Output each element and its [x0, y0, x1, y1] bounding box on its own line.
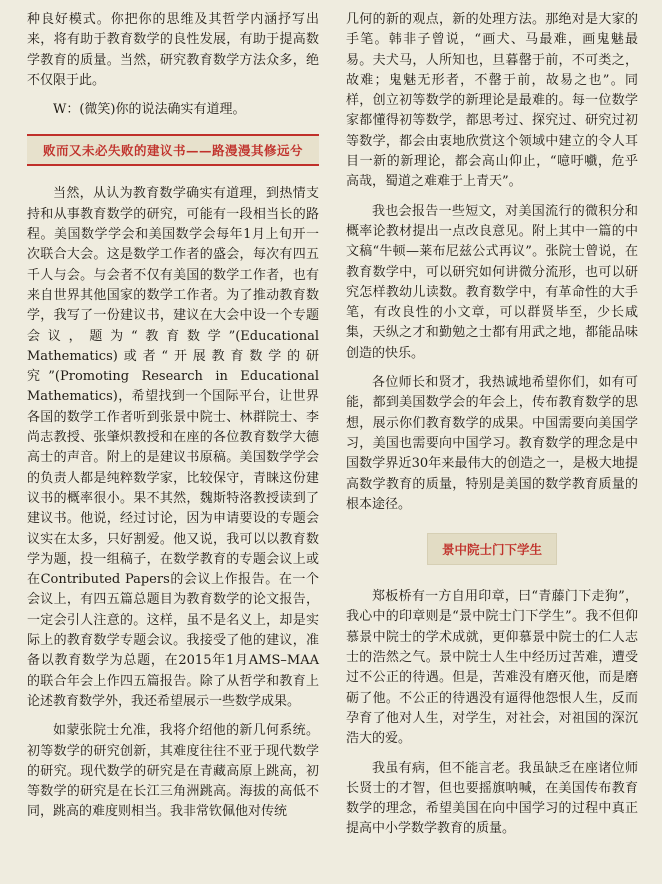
left-column [27, 10, 319, 823]
paragraph: 郑板桥有一方自用印章，曰“青藤门下走狗”，我心中的印章则是“景中院士门下学生”。我不但仰慕景中院士的学术成就，更仰慕景中院士的仁人志士的浩然之气。景中院士人生中经历过苦难，遭受过不公正的待遇。但是，苦难没有磨灭他，而是磨砺了他。不公正的待遇没有逼得他怨恨人生，反而孕育了他对人生，对学生，对社会，对祖国的深沉浩大的爱。 [346, 589, 638, 747]
paragraph: 种良好模式。你把你的思维及其哲学内涵抒写出来，将有助于教育数学的良性发展，有助于提高数学教育的质量。当然，研究教育数学方法众多，绝不仅限于此。 [27, 12, 319, 88]
paragraph: W：(微笑)你的说法确实有道理。 [53, 102, 246, 118]
paragraph: 我也会报告一些短文，对美国流行的微积分和概率论教材提出一点改良意见。附上其中一篇的中文稿“牛顿—莱布尼兹公式再议”。张院士曾说，在教育数学中，可以研究如何讲微分流形，也可以研究怎样教幼儿读数。教育数学中，有革命性的大手笔，有改良性的小文章，可以群贤毕至，少长咸集，天纵之才和勤勉之士都有用武之地，都能品味创造的快乐。 [346, 203, 638, 361]
right-column [346, 10, 638, 840]
paragraph: 当然，从认为教育数学确实有道理，到热情支持和从事教育数学的研究，可能有一段相当长的路程。美国数学学会和美国数学会每年1月上旬开一次联合大会。这是数学工作者的盛会，每次有四五千人与会。与会者不仅有美国的数学工作者，也有来自世界其他国家的数学工作者。为了推动教育数学，我写了一份建议书，建议在大会中设一个专题会议，题为“教育数学”(Educational Mathematics)或者“开展教育数学的研究”(Promoting Research in Educational Mathematics)，希望找到一个国际平台，让世界各国的数学工作者听到张景中院士、林群院士、李尚志教授、张肇炽教授和在座的各位教育数学大德高士的声音。附上的是建议书原稿。美国数学学会的负责人都是纯粹数学家，比较保守，青睐这份建议书的概率很小。果不其然，魏斯特洛教授读到了建议书。他说，经过讨论，因为申请要设的专题会议实在太多，只好割爱。他又说，我可以以教育数学为题，投一组稿子，在数学教育的专题会议上或在Contributed Papers的会议上作报告。在一个会议上，有四五篇总题目为教育数学的论文报告，一定会引人注意的。这样，虽不是名义上，却是实际上的教育数学专题会议。我接受了他的建议，准备以教育数学为总题，在2015年1月AMS–MAA的联合年会上作四五篇报告。除了从哲学和教育上论述教育数学外，我还希望展示一些数学成果。 [27, 186, 319, 709]
section-heading-text: 败而又未必失败的建议书——路漫漫其修远兮 [42, 143, 303, 159]
section-heading [346, 533, 638, 565]
paragraph: 几何的新的观点，新的处理方法。那绝对是大家的手笔。韩非子曾说，“画犬、马最难，画鬼魅最易。夫犬马，人所知也，旦暮罄于前，不可类之，故难；鬼魅无形者，不罄于前，故易之也”。同样，创立初等数学的新理论是最难的。每一位数学家都懂得初等数学，都思考过、探究过、研究过初等数学，都会由衷地欣赏这个领域中建立的令人耳目一新的新理论，都会高山仰止，“噫吁嚱，危乎高哉，蜀道之难难于上青天”。 [346, 12, 638, 190]
section-heading-text: 景中院士门下学生 [427, 533, 557, 565]
paragraph: 各位师长和贤才，我热诚地希望你们，如有可能，都到美国数学会的年会上，传布教育数学的思想，展示你们教育数学的成果。中国需要向美国学习，美国也需要向中国学习。教育数学的理念是中国数学界近30年来最伟大的创造之一，是极大地提高数学教育的质量，特别是美国的数学教育质量的根本途径。 [346, 375, 638, 512]
paragraph: 我虽有病，但不能言老。我虽缺乏在座诸位师长贤士的才智，但也要摇旗呐喊，在美国传布教育数学的理念，希望美国在向中国学习的过程中真正提高中小学数学教育的质量。 [346, 760, 638, 837]
paragraph: 如蒙张院士允准，我将介绍他的新几何系统。初等数学的研究创新，其难度往往不亚于现代数学的研究。现代数学的研究是在青藏高原上跳高，初等数学的研究是在长江三角洲跳高。海拔的高低不同，跳高的难度则相当。我非常钦佩他对传统 [27, 723, 319, 820]
section-heading [27, 134, 319, 166]
